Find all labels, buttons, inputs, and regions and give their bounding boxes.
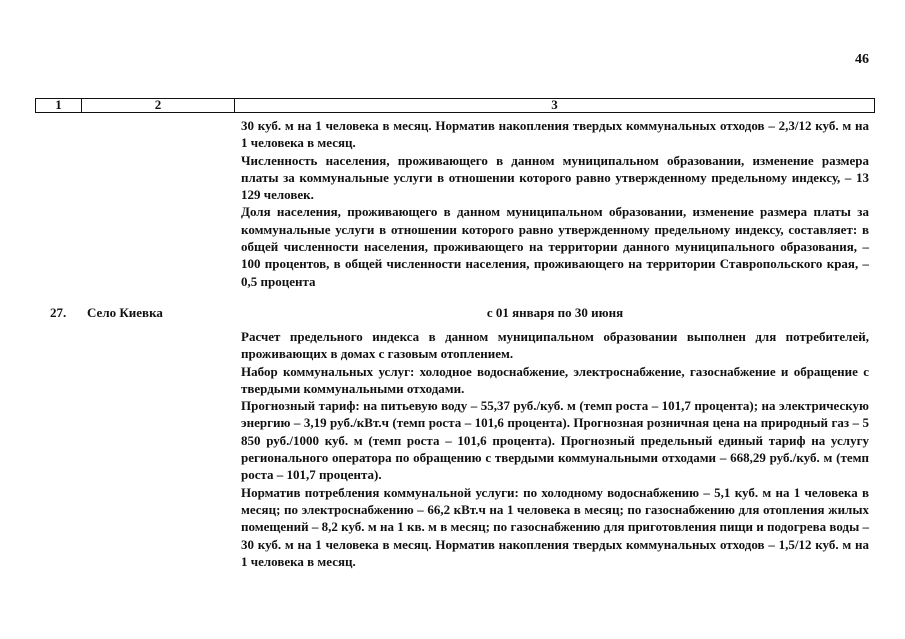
- period-heading: с 01 января по 30 июня: [486, 305, 624, 320]
- row-number: 27.: [50, 305, 67, 320]
- paragraph: Доля населения, проживающего в данном муниципальном образовании, изменение размера платы за коммунальные услуги в отношении которого равно утвержденному предельному индексу, составляет: в общей численности населения, проживающего на территории данного муниципального образования, – 100 процентов, в общей численности населения, проживающего на территории Ставропольского края, – 0,5 процента: [241, 204, 869, 289]
- column-header-1: 1: [36, 99, 82, 112]
- column-header-2: 2: [82, 99, 235, 112]
- paragraph: Набор коммунальных услуг: холодное водоснабжение, электроснабжение, газоснабжение и обращение с твердыми коммунальными отходами.: [241, 363, 869, 396]
- previous-entry-text: [241, 117, 869, 290]
- paragraph: Численность населения, проживающего в данном муниципальном образовании, изменение размера платы за коммунальные услуги в отношении которого равно утвержденному предельному индексу, – 13 129 человек.: [241, 152, 869, 203]
- paragraph: 30 куб. м на 1 человека в месяц. Норматив накопления твердых коммунальных отходов – 2,3/12 куб. м на 1 человека в месяц.: [241, 118, 869, 151]
- column-header-3: 3: [551, 97, 558, 112]
- page-number: 46: [855, 52, 869, 67]
- entry-text: [241, 328, 869, 570]
- paragraph: Норматив потребления коммунальной услуги: по холодному водоснабжению – 5,1 куб. м на 1 человека в месяц; по электроснабжению – 66,2 кВт.ч на 1 человека в месяц; по газоснабжению для отопления жилых помещений – 8,2 куб. м на 1 кв. м в месяц; по газоснабжению для приготовления пищи и подогрева воды – 30 куб. м на 1 человека в месяц. Норматив накопления твердых коммунальных отходов – 1,5/12 куб. м на 1 человека в месяц.: [241, 484, 869, 569]
- municipality-name: Село Киевка: [87, 305, 163, 320]
- paragraph: Прогнозный тариф: на питьевую воду – 55,37 руб./куб. м (темп роста – 101,7 процента); на электрическую энергию – 3,19 руб./кВт.ч (темп роста – 101,6 процента). Прогнозная розничная цена на природный газ – 5 850 руб./1000 куб. м (темп роста – 101,6 процента). Прогнозный предельный единый тариф на услугу регионального оператора по обращению с твердыми коммунальными отходами – 668,29 руб./куб. м (темп роста – 101,7 процента).: [241, 398, 869, 483]
- column-header-table: [35, 98, 875, 113]
- paragraph: Расчет предельного индекса в данном муниципальном образовании выполнен для потребителей, проживающих в домах с газовым отоплением.: [241, 329, 869, 362]
